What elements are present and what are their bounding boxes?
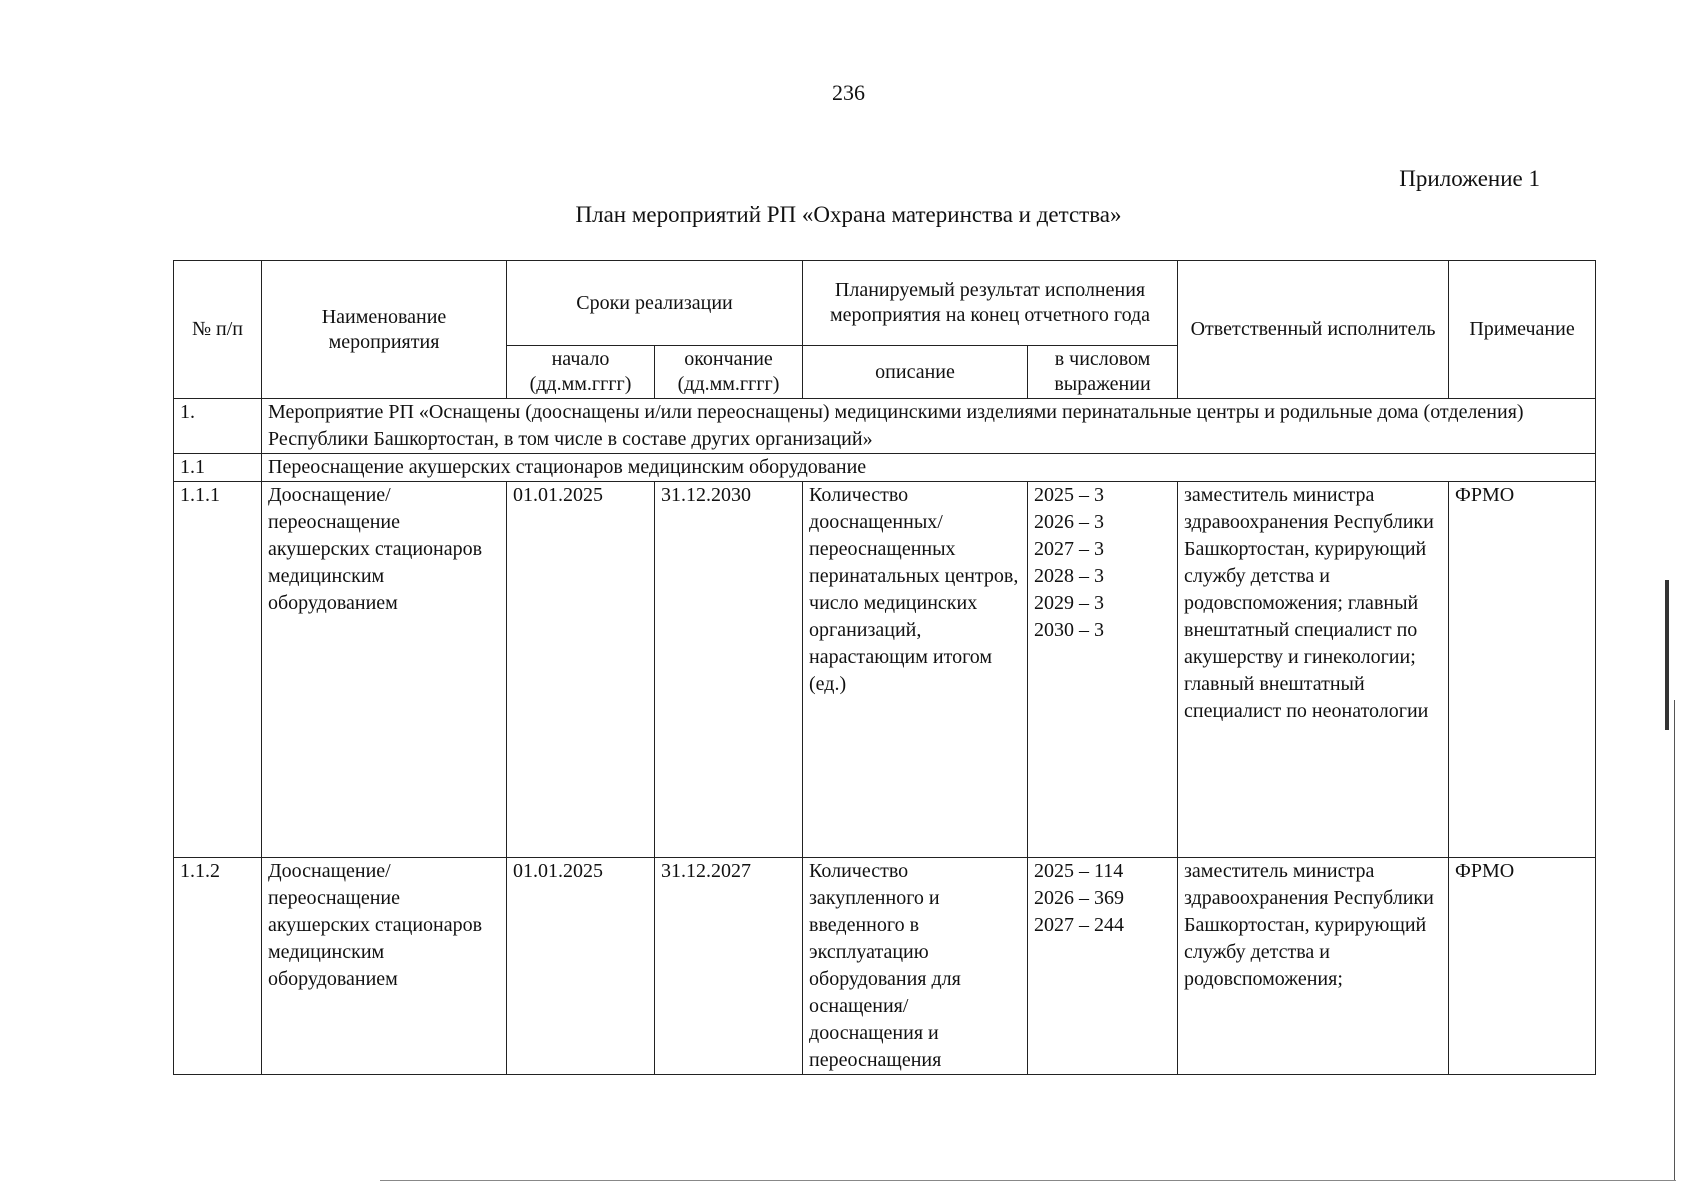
- header-terms-end: окончание (дд.мм.гггг): [655, 346, 803, 399]
- document-title: План мероприятий РП «Охрана материнства и детства»: [575, 202, 1122, 227]
- header-terms: Сроки реализации: [507, 261, 803, 346]
- row-value: 2025 – 3: [1034, 484, 1105, 506]
- row-description: Количество закупленного и введенного в эксплуатацию оборудования для оснащения/ дооснащения и переоснащения: [803, 858, 1028, 1075]
- row-num: 1.1.2: [174, 858, 262, 1075]
- row-start-date: 01.01.2025: [507, 482, 655, 858]
- subsection-num: 1.1: [174, 454, 262, 482]
- row-value: 2030 – 3: [1034, 619, 1105, 641]
- row-name: Дооснащение/ переоснащение акушерских стационаров медицинским оборудованием: [262, 858, 507, 1075]
- row-end-date: 31.12.2027: [655, 858, 803, 1075]
- row-value: 2026 – 369: [1034, 887, 1125, 909]
- scan-bottom-edge: [380, 1180, 1676, 1181]
- header-name: Наименование мероприятия: [262, 261, 507, 399]
- section-num: 1.: [174, 399, 262, 454]
- header-result: Планируемый результат исполнения мероприятия на конец отчетного года: [803, 261, 1178, 346]
- row-note: ФРМО: [1449, 858, 1596, 1075]
- header-terms-start: начало (дд.мм.гггг): [507, 346, 655, 399]
- row-value: 2027 – 244: [1034, 914, 1125, 936]
- section-text: Мероприятие РП «Оснащены (дооснащены и/или переоснащены) медицинскими изделиями перинатальные центры и родильные дома (отделения) Республики Башкортостан, в том числе в составе других организаций»: [262, 399, 1596, 454]
- row-responsible: заместитель министра здравоохранения Республики Башкортостан, курирующий службу детства и родовспоможения; главный внештатный специалист по акушерству и гинекологии; главный внештатный специалист по неонатологии: [1178, 482, 1449, 858]
- scan-margin-mark: [1665, 580, 1669, 730]
- subsection-text: Переоснащение акушерских стационаров медицинским оборудование: [262, 454, 1596, 482]
- row-value: 2027 – 3: [1034, 538, 1105, 560]
- section-row: [174, 399, 1596, 454]
- row-value: 2029 – 3: [1034, 592, 1105, 614]
- header-result-description: описание: [803, 346, 1028, 399]
- plan-table: [173, 260, 1596, 1075]
- row-values: [1028, 482, 1178, 858]
- row-description: Количество дооснащенных/ переоснащенных перинатальных центров, число медицинских организаций, нарастающим итогом (ед.): [803, 482, 1028, 858]
- row-start-date: 01.01.2025: [507, 858, 655, 1075]
- page-number: 236: [832, 80, 865, 105]
- scan-right-edge: [1674, 700, 1675, 1180]
- table-row: [174, 482, 1596, 858]
- appendix-label: Приложение 1: [1399, 166, 1540, 191]
- table-row: [174, 858, 1596, 1075]
- subsection-row: [174, 454, 1596, 482]
- row-end-date: 31.12.2030: [655, 482, 803, 858]
- row-responsible: заместитель министра здравоохранения Республики Башкортостан, курирующий службу детства и родовспоможения;: [1178, 858, 1449, 1075]
- header-result-numeric: в числовом выражении: [1028, 346, 1178, 399]
- row-value: 2026 – 3: [1034, 511, 1105, 533]
- row-value: 2028 – 3: [1034, 565, 1105, 587]
- header-num: № п/п: [174, 261, 262, 399]
- row-note: ФРМО: [1449, 482, 1596, 858]
- row-value: 2025 – 114: [1034, 860, 1124, 882]
- header-note: Примечание: [1449, 261, 1596, 399]
- row-values: [1028, 858, 1178, 1075]
- header-responsible: Ответственный исполнитель: [1178, 261, 1449, 399]
- row-num: 1.1.1: [174, 482, 262, 858]
- row-name: Дооснащение/ переоснащение акушерских стационаров медицинским оборудованием: [262, 482, 507, 858]
